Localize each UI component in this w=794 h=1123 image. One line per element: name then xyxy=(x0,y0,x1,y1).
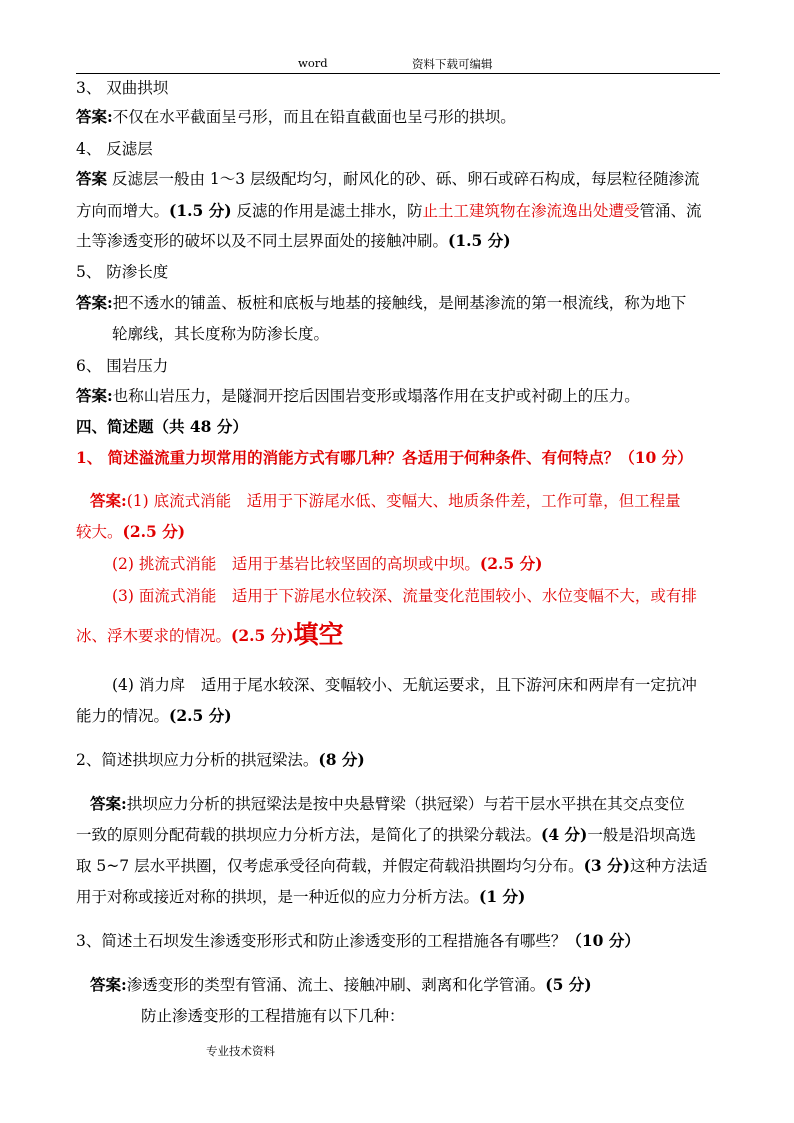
answer-text: 反滤层一般由 1～3 层级配均匀，耐风化的砂、砾、卵石或碎石构成，每层粒径随渗流 xyxy=(107,170,700,188)
question-2-answer-line4 xyxy=(76,887,722,907)
item-5-answer-line1 xyxy=(76,293,722,313)
question-1-answer-line1 xyxy=(90,491,736,511)
score: (5 分) xyxy=(545,975,592,994)
answer-text: (1) 底流式消能 适用于下游尾水低、变幅大、地质条件差，工作可靠，但工程量 xyxy=(126,492,681,510)
answer-label: 答案: xyxy=(90,491,127,510)
header-right: 资料下载可编辑 xyxy=(412,57,493,71)
question-2 xyxy=(76,750,722,770)
answer-label: 答案: xyxy=(76,386,113,405)
answer-text: 管涌、流 xyxy=(639,202,702,220)
score: (1.5 分) xyxy=(169,201,232,220)
answer-text: 一致的原则分配荷载的拱坝应力分析方法，是简化了的拱梁分载法。 xyxy=(76,826,542,844)
answer-text: 不仅在水平截面呈弓形，而且在铅直截面也呈弓形的拱坝。 xyxy=(112,108,516,126)
item-3-title: 3、 双曲拱坝 xyxy=(76,79,169,97)
answer-text: 取 5~7 层水平拱圈，仅考虑承受径向荷载，并假定荷载沿拱圈均匀分布。 xyxy=(76,857,584,875)
score: (2.5 分) xyxy=(122,522,186,541)
question-text: 1、 简述溢流重力坝常用的消能方式有哪几种？各适用于何种条件、有何特点？ xyxy=(76,448,620,467)
score: (4 分) xyxy=(541,825,588,844)
answer-label: 答案: xyxy=(90,975,127,994)
answer-text: 也称山岩压力，是隧洞开挖后因围岩变形或塌落作用在支护或衬砌上的压力。 xyxy=(112,387,640,405)
item-5-title: 5、 防渗长度 xyxy=(76,263,169,281)
question-2-answer-line2 xyxy=(76,825,722,845)
score: (8 分) xyxy=(318,750,365,769)
question-1-answer-line6: (4) 消力戽 适用于尾水较深、变幅较小、无航运要求，且下游河床和两岸有一定抗冲 xyxy=(112,676,697,694)
answer-label: 答案: xyxy=(76,293,113,312)
answer-label: 答案: xyxy=(76,107,113,126)
question-1 xyxy=(76,448,722,468)
answer-text: 拱坝应力分析的拱冠梁法是按中央悬臂梁（拱冠梁）与若干层水平拱在其交点变位 xyxy=(126,795,685,813)
question-1-answer-line4: (3) 面流式消能 适用于下游尾水位较深、流量变化范围较小、水位变幅不大，或有排 xyxy=(112,587,697,605)
answer-text: 冰、浮木要求的情况。 xyxy=(76,627,232,645)
item-3-answer xyxy=(76,107,722,127)
question-text: 2、简述拱坝应力分析的拱冠梁法。 xyxy=(76,751,319,769)
score: (1 分) xyxy=(479,887,526,906)
score: (3 分) xyxy=(583,856,630,875)
score: (2.5 分) xyxy=(231,626,294,645)
question-2-answer-line1 xyxy=(90,794,736,814)
answer-text: 用于对称或接近对称的拱坝，是一种近似的应力分析方法。 xyxy=(76,888,480,906)
answer-text: 把不透水的铺盖、板桩和底板与地基的接触线，是闸基渗流的第一根流线，称为地下 xyxy=(112,294,687,312)
score: （10 分） xyxy=(619,448,693,467)
answer-text: 能力的情况。 xyxy=(76,707,170,725)
answer-text: 这种方法适 xyxy=(629,857,708,875)
fill-in-note: 填空 xyxy=(293,620,344,649)
score: （10 分） xyxy=(566,931,640,950)
question-3-answer-line1 xyxy=(90,975,736,995)
answer-text: (2) 挑流式消能 适用于基岩比较坚固的高坝或中坝。 xyxy=(112,555,480,573)
score: (2.5 分) xyxy=(479,554,543,573)
question-1-answer-line3 xyxy=(112,554,758,574)
question-1-answer-line2 xyxy=(76,522,722,542)
header-rule xyxy=(76,73,720,74)
answer-text: 反滤的作用是滤土排水，防 xyxy=(231,202,423,220)
question-3-answer-line2: 防止渗透变形的工程措施有以下几种： xyxy=(141,1007,405,1025)
question-1-answer-line5 xyxy=(76,620,722,649)
score: (1.5 分) xyxy=(448,231,511,250)
answer-text: 渗透变形的类型有管涌、流土、接触冲刷、剥离和化学管涌。 xyxy=(126,976,546,994)
item-5-answer-line2: 轮廓线，其长度称为防渗长度。 xyxy=(112,325,330,343)
question-2-answer-line3 xyxy=(76,856,722,876)
answer-text: 方向而增大。 xyxy=(76,202,170,220)
item-6-answer xyxy=(76,386,722,406)
score: (2.5 分) xyxy=(169,706,232,725)
answer-text: 土等渗透变形的破坏以及不同土层界面处的接触冲刷。 xyxy=(76,232,449,250)
item-4-answer-line2 xyxy=(76,201,722,221)
question-3 xyxy=(76,931,722,951)
answer-label: 答案: xyxy=(90,794,127,813)
item-4-answer-line1 xyxy=(76,169,722,189)
section-title: 四、简述题（共 48 分） xyxy=(76,417,248,436)
answer-label: 答案 xyxy=(76,169,108,188)
header-left: word xyxy=(298,56,328,70)
answer-text: 较大。 xyxy=(76,523,123,541)
question-text: 3、简述土石坝发生渗透变形形式和防止渗透变形的工程措施各有哪些？ xyxy=(76,932,567,950)
answer-text: 一般是沿坝高选 xyxy=(587,826,696,844)
item-6-title: 6、 围岩压力 xyxy=(76,357,169,375)
item-4-answer-line3 xyxy=(76,231,722,251)
item-4-title: 4、 反滤层 xyxy=(76,140,153,158)
highlight-text: 止土工建筑物在渗流逸出处遭受 xyxy=(422,202,640,220)
question-1-answer-line7 xyxy=(76,706,722,726)
footer: 专业技术资料 xyxy=(206,1044,275,1058)
